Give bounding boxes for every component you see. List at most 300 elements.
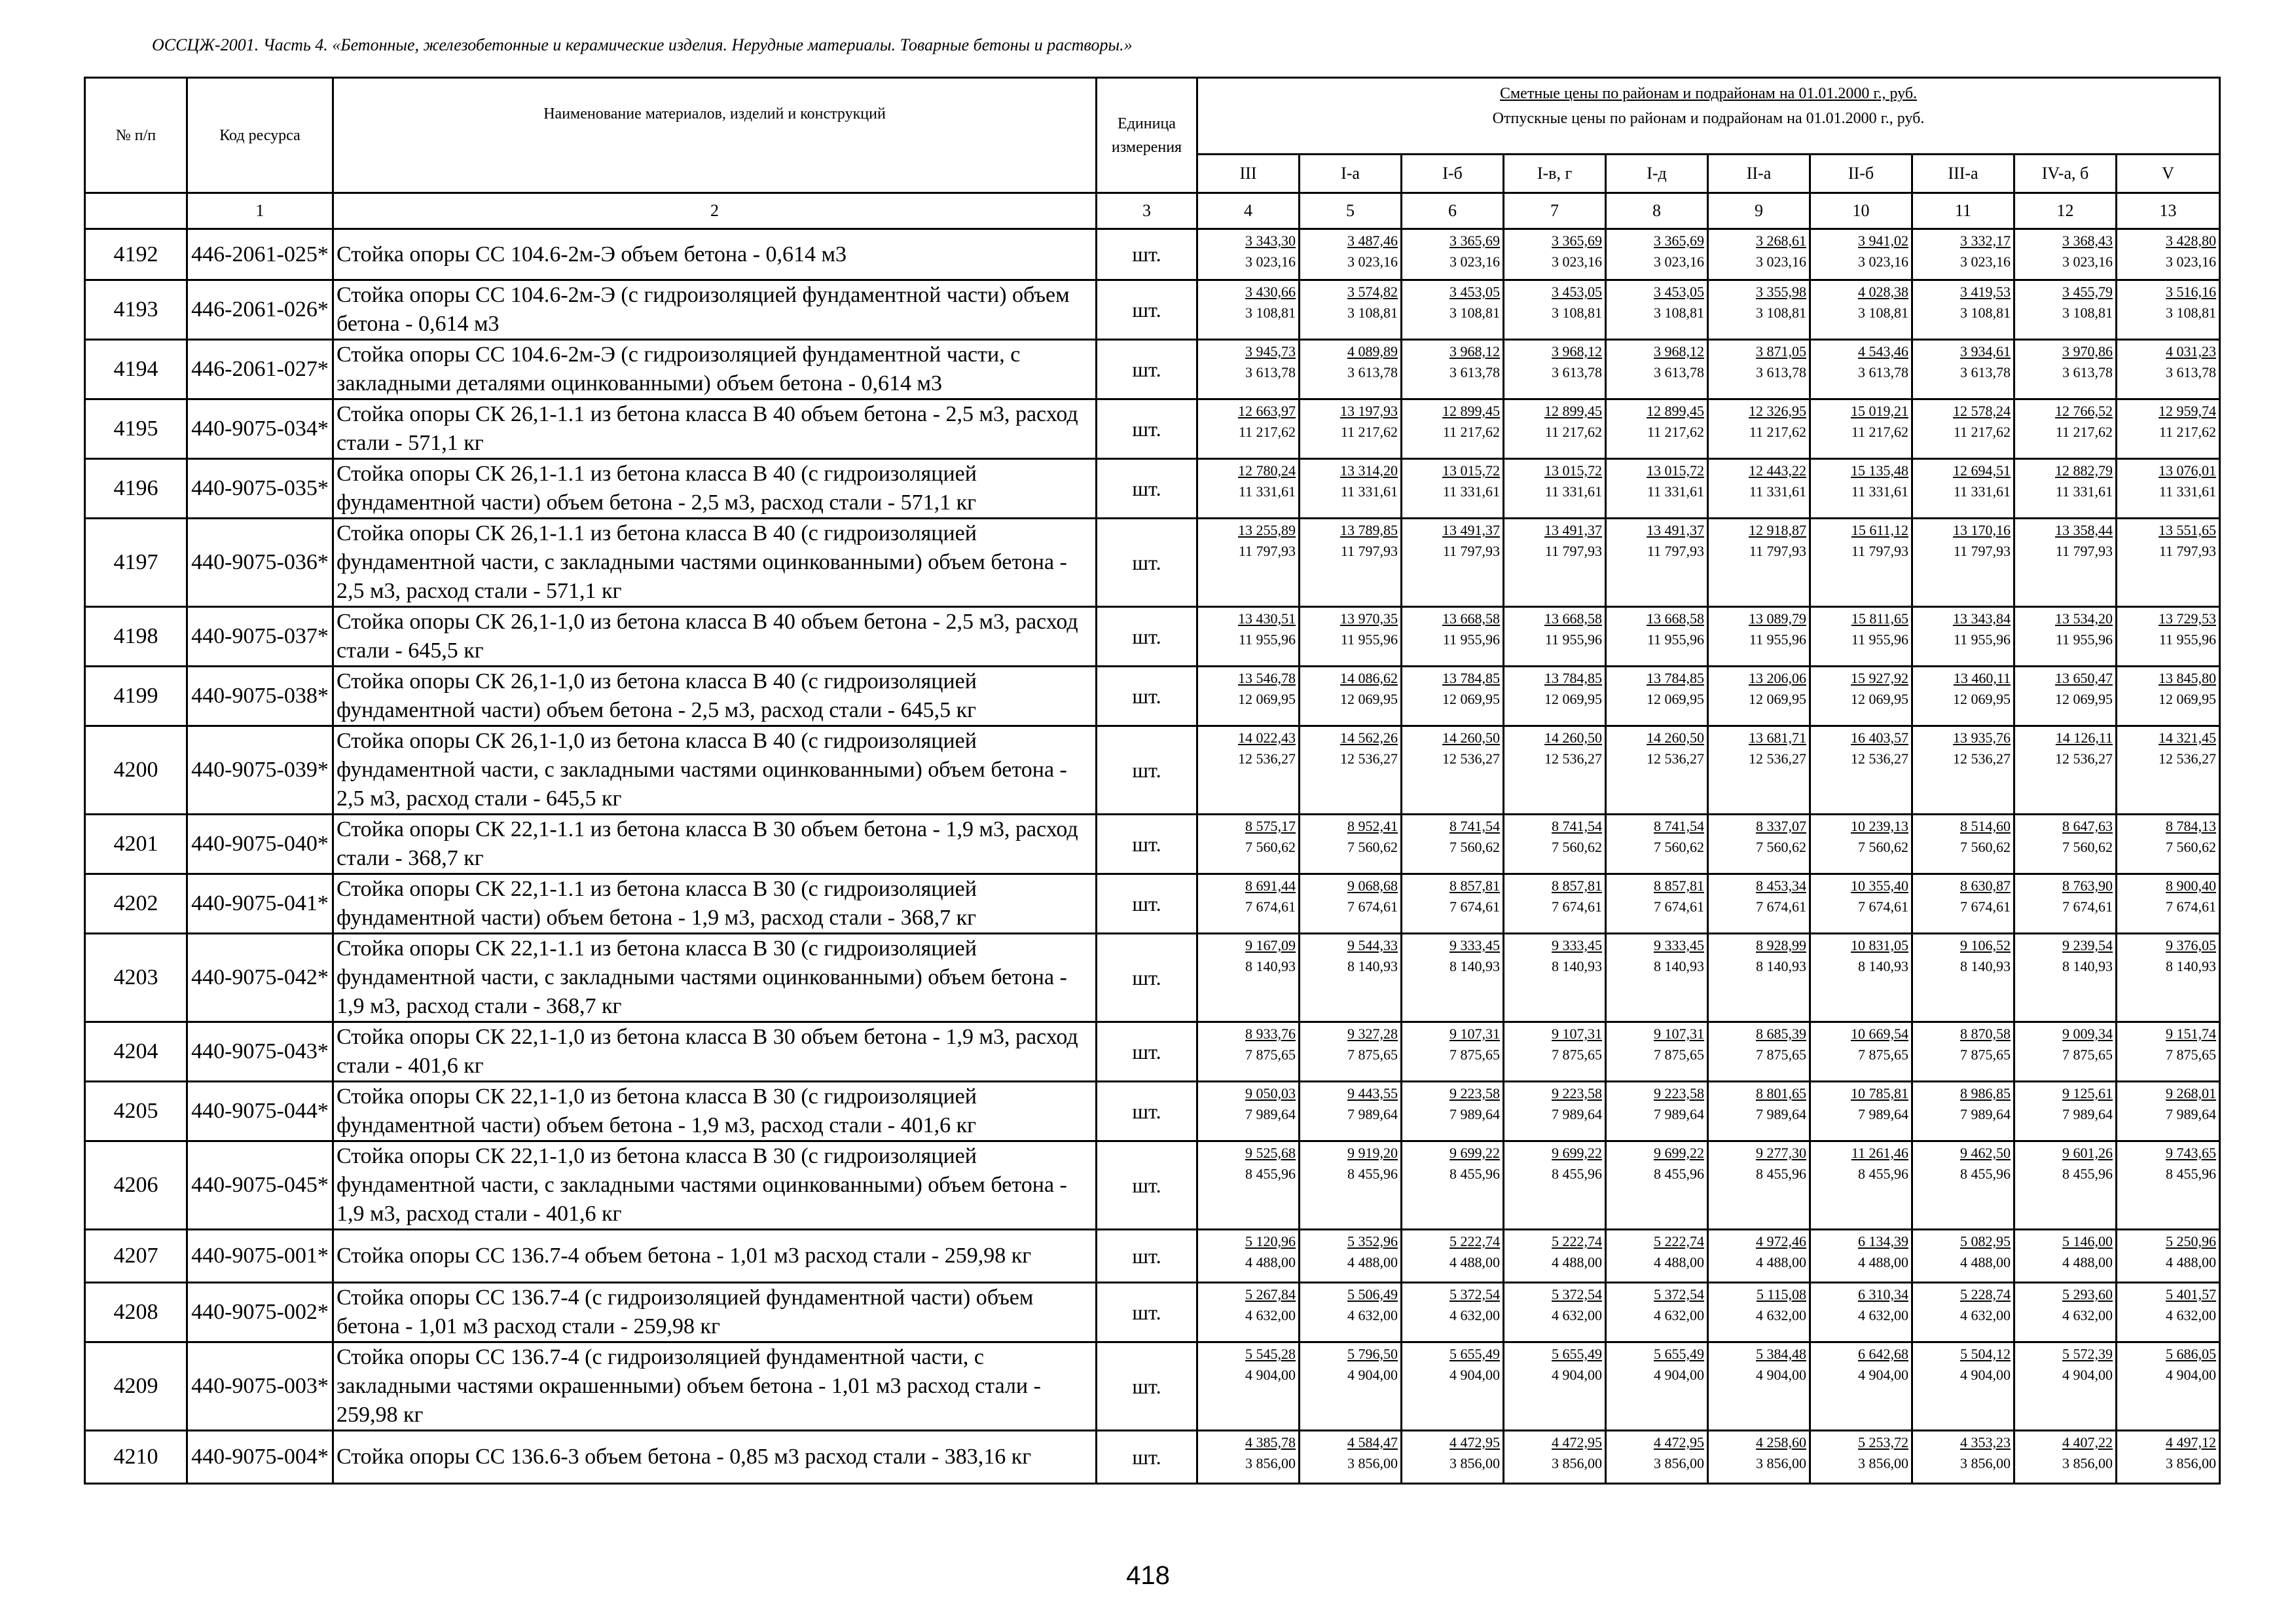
price-cell <box>1402 1283 1504 1342</box>
price-cell <box>1708 1082 1810 1141</box>
column-number: 9 <box>1708 193 1810 229</box>
release-price: 8 140,93 <box>2166 958 2217 974</box>
price-cell <box>1606 1431 1708 1484</box>
price-cell <box>1606 874 1708 934</box>
price-cell <box>2117 726 2220 815</box>
price-cell <box>1504 934 1606 1022</box>
estimate-price: 13 015,72 <box>1544 462 1602 479</box>
price-cell <box>2014 519 2117 607</box>
estimate-price: 15 927,92 <box>1851 670 1908 686</box>
release-price: 3 023,16 <box>1654 253 1704 270</box>
release-price: 11 217,62 <box>1544 424 1602 440</box>
release-price: 8 140,93 <box>1552 958 1602 974</box>
resource-code: 440-9075-001* <box>187 1230 333 1283</box>
release-price: 11 331,61 <box>1442 483 1500 500</box>
estimate-price: 5 545,28 <box>1245 1346 1296 1362</box>
estimate-price: 4 031,23 <box>2166 343 2217 360</box>
release-price: 4 488,00 <box>1347 1254 1398 1270</box>
release-price: 12 536,27 <box>1442 750 1500 767</box>
estimate-price: 9 333,45 <box>1449 937 1500 953</box>
table-row <box>85 1283 2220 1342</box>
table-row <box>85 874 2220 934</box>
price-cell <box>1504 667 1606 726</box>
estimate-price: 12 780,24 <box>1238 462 1296 479</box>
price-cell <box>2117 280 2220 340</box>
price-cell <box>1402 934 1504 1022</box>
release-price: 4 488,00 <box>1960 1254 2011 1270</box>
estimate-price: 15 811,65 <box>1851 610 1908 627</box>
row-number: 4204 <box>85 1022 187 1082</box>
estimate-price: 3 365,69 <box>1654 232 1704 249</box>
estimate-price: 4 472,95 <box>1552 1434 1602 1450</box>
price-cell <box>1197 280 1300 340</box>
estimate-price: 3 970,86 <box>2062 343 2113 360</box>
estimate-price: 5 228,74 <box>1960 1286 2011 1302</box>
estimate-price: 15 135,48 <box>1851 462 1908 479</box>
column-number: 8 <box>1606 193 1708 229</box>
price-cell <box>1810 519 1912 607</box>
price-cell <box>1300 280 1402 340</box>
price-cell <box>1810 1283 1912 1342</box>
release-price: 4 632,00 <box>1654 1307 1704 1323</box>
release-price: 11 331,61 <box>1238 483 1296 500</box>
price-cell <box>1912 1431 2014 1484</box>
estimate-price: 3 368,43 <box>2062 232 2113 249</box>
price-cell <box>1708 519 1810 607</box>
estimate-price: 9 106,52 <box>1960 937 2011 953</box>
price-cell <box>2117 1283 2220 1342</box>
estimate-price: 3 343,30 <box>1245 232 1296 249</box>
unit-of-measure: шт. <box>1097 229 1197 280</box>
estimate-price: 8 857,81 <box>1449 877 1500 894</box>
estimate-price: 4 584,47 <box>1347 1434 1398 1450</box>
release-price: 12 069,95 <box>1647 691 1704 707</box>
price-cell <box>1197 667 1300 726</box>
price-cell <box>1300 874 1402 934</box>
estimate-price: 8 630,87 <box>1960 877 2011 894</box>
estimate-price: 8 575,17 <box>1245 818 1296 834</box>
release-price: 11 955,96 <box>1851 631 1908 648</box>
price-cell <box>2117 459 2220 519</box>
price-cell <box>1708 1431 1810 1484</box>
release-price: 11 797,93 <box>1340 543 1398 559</box>
release-price: 3 108,81 <box>1960 304 2011 321</box>
price-cell <box>1606 1141 1708 1230</box>
estimate-price: 13 935,76 <box>1953 729 2011 746</box>
estimate-price: 13 314,20 <box>1340 462 1398 479</box>
price-cell <box>1300 340 1402 399</box>
release-price: 4 488,00 <box>1756 1254 1806 1270</box>
release-price: 12 069,95 <box>1953 691 2011 707</box>
estimate-price: 3 574,82 <box>1347 284 1398 300</box>
release-price: 12 069,95 <box>1851 691 1908 707</box>
release-price: 7 674,61 <box>2062 898 2113 915</box>
resource-code: 446-2061-027* <box>187 340 333 399</box>
release-price: 11 955,96 <box>1238 631 1296 648</box>
price-cell <box>2014 340 2117 399</box>
price-cell <box>1912 229 2014 280</box>
estimate-price: 15 611,12 <box>1851 522 1908 538</box>
estimate-price: 9 443,55 <box>1347 1085 1398 1101</box>
release-price: 7 875,65 <box>1449 1046 1500 1063</box>
price-cell <box>2117 1022 2220 1082</box>
release-price: 3 856,00 <box>1858 1455 1908 1471</box>
price-cell <box>1197 1141 1300 1230</box>
price-cell <box>1810 1230 1912 1283</box>
table-row <box>85 459 2220 519</box>
estimate-price: 8 685,39 <box>1756 1025 1806 1042</box>
release-price: 4 632,00 <box>2062 1307 2113 1323</box>
price-cell <box>1606 1082 1708 1141</box>
estimate-price: 14 260,50 <box>1544 729 1602 746</box>
release-price: 7 674,61 <box>2166 898 2217 915</box>
price-cell <box>2117 1431 2220 1484</box>
release-price: 3 108,81 <box>1654 304 1704 321</box>
row-number: 4192 <box>85 229 187 280</box>
estimate-price: 13 845,80 <box>2159 670 2217 686</box>
price-cell <box>1504 1022 1606 1082</box>
price-cell <box>1504 815 1606 874</box>
estimate-price: 4 472,95 <box>1449 1434 1500 1450</box>
resource-code: 446-2061-026* <box>187 280 333 340</box>
release-price: 7 560,62 <box>1960 839 2011 855</box>
estimate-price: 13 650,47 <box>2055 670 2113 686</box>
material-name: Стойка опоры СК 22,1-1.1 из бетона класса В 30 (с гидроизоляцией фундаментной части, с закладными частями оцинкованными) объем бетона - 1,9 м3, расход стали - 368,7 кг <box>333 934 1097 1022</box>
estimate-price: 12 899,45 <box>1544 403 1602 419</box>
release-price: 11 217,62 <box>1238 424 1296 440</box>
estimate-price: 5 293,60 <box>2062 1286 2113 1302</box>
region-header: I-а <box>1300 155 1402 193</box>
row-number: 4200 <box>85 726 187 815</box>
estimate-price: 14 086,62 <box>1340 670 1398 686</box>
estimate-price: 13 076,01 <box>2159 462 2217 479</box>
release-price: 3 023,16 <box>1552 253 1602 270</box>
table-row <box>85 1082 2220 1141</box>
estimate-price: 12 882,79 <box>2055 462 2113 479</box>
release-price: 7 875,65 <box>1960 1046 2011 1063</box>
estimate-price: 13 668,58 <box>1647 610 1704 627</box>
release-price: 7 674,61 <box>1654 898 1704 915</box>
release-price: 4 904,00 <box>1756 1367 1806 1383</box>
release-price: 4 488,00 <box>2166 1254 2217 1270</box>
release-price: 3 856,00 <box>1960 1455 2011 1471</box>
release-price: 4 632,00 <box>1552 1307 1602 1323</box>
col-header-unit: Единица измерения <box>1097 78 1197 193</box>
release-price: 7 674,61 <box>1449 898 1500 915</box>
release-price: 3 856,00 <box>2062 1455 2113 1471</box>
release-price: 11 217,62 <box>1851 424 1908 440</box>
row-number: 4209 <box>85 1342 187 1431</box>
release-price: 12 536,27 <box>1647 750 1704 767</box>
release-price: 4 632,00 <box>1245 1307 1296 1323</box>
price-cell <box>1912 1283 2014 1342</box>
estimate-price: 12 899,45 <box>1442 403 1500 419</box>
price-cell <box>2117 519 2220 607</box>
estimate-price: 12 578,24 <box>1953 403 2011 419</box>
estimate-price: 3 968,12 <box>1449 343 1500 360</box>
estimate-price: 9 050,03 <box>1245 1085 1296 1101</box>
release-price: 3 856,00 <box>2166 1455 2217 1471</box>
estimate-price: 13 534,20 <box>2055 610 2113 627</box>
region-header: II-а <box>1708 155 1810 193</box>
price-cell <box>1606 1230 1708 1283</box>
unit-of-measure: шт. <box>1097 1141 1197 1230</box>
price-cell <box>2117 667 2220 726</box>
estimate-price: 8 900,40 <box>2166 877 2217 894</box>
estimate-price: 13 206,06 <box>1749 670 1806 686</box>
unit-of-measure: шт. <box>1097 1022 1197 1082</box>
release-price: 7 674,61 <box>1756 898 1806 915</box>
row-number: 4203 <box>85 934 187 1022</box>
price-cell <box>1197 229 1300 280</box>
estimate-price: 8 801,65 <box>1756 1085 1806 1101</box>
col-header-number: № п/п <box>85 78 187 193</box>
estimate-price: 9 268,01 <box>2166 1085 2217 1101</box>
price-cell <box>1197 874 1300 934</box>
release-price: 7 989,64 <box>1449 1106 1500 1122</box>
price-cell <box>1810 1342 1912 1431</box>
estimate-price: 9 223,58 <box>1552 1085 1602 1101</box>
release-price: 7 674,61 <box>1552 898 1602 915</box>
release-price: 8 455,96 <box>1245 1166 1296 1182</box>
release-price: 3 856,00 <box>1347 1455 1398 1471</box>
table-row <box>85 519 2220 607</box>
row-number: 4210 <box>85 1431 187 1484</box>
price-cell <box>1708 726 1810 815</box>
price-cell <box>2014 1431 2117 1484</box>
price-cell <box>1708 399 1810 459</box>
release-price: 11 797,93 <box>1544 543 1602 559</box>
unit-of-measure: шт. <box>1097 1283 1197 1342</box>
release-price: 8 140,93 <box>1858 958 1908 974</box>
price-cell <box>1912 1342 2014 1431</box>
estimate-price: 8 763,90 <box>2062 877 2113 894</box>
release-price: 3 023,16 <box>2062 253 2113 270</box>
material-name: Стойка опоры СК 26,1-1,0 из бетона класса В 40 (с гидроизоляцией фундаментной части) объем бетона - 2,5 м3, расход стали - 645,5 кг <box>333 667 1097 726</box>
release-price: 7 989,64 <box>2166 1106 2217 1122</box>
row-number: 4201 <box>85 815 187 874</box>
price-cell <box>1504 1342 1606 1431</box>
material-name: Стойка опоры СС 136.6-3 объем бетона - 0,85 м3 расход стали - 383,16 кг <box>333 1431 1097 1484</box>
release-price: 7 560,62 <box>1347 839 1398 855</box>
price-cell <box>2014 1022 2117 1082</box>
release-price: 8 455,96 <box>1756 1166 1806 1182</box>
price-cell <box>2117 815 2220 874</box>
price-cell <box>1402 1082 1504 1141</box>
release-price: 11 797,93 <box>1238 543 1296 559</box>
unit-of-measure: шт. <box>1097 340 1197 399</box>
price-cell <box>2014 1230 2117 1283</box>
column-number: 5 <box>1300 193 1402 229</box>
table-row <box>85 340 2220 399</box>
price-cell <box>1402 726 1504 815</box>
price-cell <box>1708 340 1810 399</box>
estimate-price: 5 372,54 <box>1654 1286 1704 1302</box>
estimate-price: 4 407,22 <box>2062 1434 2113 1450</box>
release-price: 11 955,96 <box>2055 631 2113 648</box>
release-price: 4 632,00 <box>1449 1307 1500 1323</box>
table-row <box>85 1141 2220 1230</box>
price-cell <box>1810 934 1912 1022</box>
estimate-price: 9 167,09 <box>1245 937 1296 953</box>
price-cell <box>1810 1431 1912 1484</box>
table-row <box>85 667 2220 726</box>
material-name: Стойка опоры СС 104.6-2м-Э (с гидроизоляцией фундаментной части) объем бетона - 0,614 м3 <box>333 280 1097 340</box>
estimate-price: 13 681,71 <box>1749 729 1806 746</box>
resource-code: 440-9075-041* <box>187 874 333 934</box>
price-cell <box>1300 607 1402 667</box>
price-cell <box>1402 519 1504 607</box>
price-cell <box>1810 667 1912 726</box>
region-header: V <box>2117 155 2220 193</box>
release-price: 7 875,65 <box>1245 1046 1296 1063</box>
estimate-price: 16 403,57 <box>1851 729 1908 746</box>
estimate-price: 5 352,96 <box>1347 1233 1398 1249</box>
release-price: 3 023,16 <box>1449 253 1500 270</box>
estimate-price: 5 686,05 <box>2166 1346 2217 1362</box>
release-price: 11 217,62 <box>1442 424 1500 440</box>
estimate-price: 13 784,85 <box>1647 670 1704 686</box>
price-cell <box>1300 1141 1402 1230</box>
table-row <box>85 815 2220 874</box>
table-row <box>85 1342 2220 1431</box>
price-cell <box>1504 229 1606 280</box>
estimate-price: 9 327,28 <box>1347 1025 1398 1042</box>
price-cell <box>1402 1022 1504 1082</box>
price-cell <box>1402 1431 1504 1484</box>
unit-of-measure: шт. <box>1097 280 1197 340</box>
estimate-price: 3 365,69 <box>1552 232 1602 249</box>
price-cell <box>1708 607 1810 667</box>
unit-of-measure: шт. <box>1097 399 1197 459</box>
price-cell <box>1606 340 1708 399</box>
estimate-price: 3 941,02 <box>1858 232 1908 249</box>
release-price: 11 797,93 <box>1953 543 2011 559</box>
release-price: 4 632,00 <box>1858 1307 1908 1323</box>
estimate-price: 5 655,49 <box>1449 1346 1500 1362</box>
estimate-price: 13 197,93 <box>1340 403 1398 419</box>
estimate-price: 8 857,81 <box>1552 877 1602 894</box>
estimate-price: 6 310,34 <box>1858 1286 1908 1302</box>
estimate-price: 9 277,30 <box>1756 1145 1806 1161</box>
price-cell <box>1912 815 2014 874</box>
estimate-price: 9 107,31 <box>1449 1025 1500 1042</box>
resource-code: 440-9075-002* <box>187 1283 333 1342</box>
release-price: 8 455,96 <box>1960 1166 2011 1182</box>
price-cell <box>1402 459 1504 519</box>
estimate-price: 9 151,74 <box>2166 1025 2217 1042</box>
estimate-price: 13 784,85 <box>1544 670 1602 686</box>
price-cell <box>1810 459 1912 519</box>
price-cell <box>1606 229 1708 280</box>
release-price: 3 108,81 <box>1858 304 1908 321</box>
estimate-price: 13 546,78 <box>1238 670 1296 686</box>
estimate-price: 9 333,45 <box>1552 937 1602 953</box>
release-price: 4 488,00 <box>1449 1254 1500 1270</box>
price-cell <box>1300 934 1402 1022</box>
release-price: 11 331,61 <box>1544 483 1602 500</box>
release-price: 4 488,00 <box>1654 1254 1704 1270</box>
estimate-price: 13 491,37 <box>1442 522 1500 538</box>
estimate-price: 13 255,89 <box>1238 522 1296 538</box>
release-price: 4 904,00 <box>1654 1367 1704 1383</box>
estimate-price: 12 443,22 <box>1749 462 1806 479</box>
estimate-price: 9 223,58 <box>1654 1085 1704 1101</box>
release-price: 7 989,64 <box>1552 1106 1602 1122</box>
material-name: Стойка опоры СК 26,1-1.1 из бетона класса В 40 (с гидроизоляцией фундаментной части) объем бетона - 2,5 м3, расход стали - 571,1 кг <box>333 459 1097 519</box>
price-cell <box>1912 459 2014 519</box>
estimate-price: 5 222,74 <box>1449 1233 1500 1249</box>
price-cell <box>1606 280 1708 340</box>
estimate-price: 3 268,61 <box>1756 232 1806 249</box>
estimate-price: 3 487,46 <box>1347 232 1398 249</box>
estimate-price: 5 572,39 <box>2062 1346 2113 1362</box>
price-cell <box>1197 399 1300 459</box>
price-cell <box>1197 459 1300 519</box>
price-cell <box>1810 726 1912 815</box>
estimate-price: 6 642,68 <box>1858 1346 1908 1362</box>
release-price: 8 455,96 <box>1347 1166 1398 1182</box>
price-cell <box>2117 229 2220 280</box>
region-header: II-б <box>1810 155 1912 193</box>
release-price: 8 455,96 <box>2166 1166 2217 1182</box>
release-price: 3 023,16 <box>1245 253 1296 270</box>
estimate-price: 5 146,00 <box>2062 1233 2113 1249</box>
estimate-price: 9 107,31 <box>1552 1025 1602 1042</box>
release-price: 7 989,64 <box>2062 1106 2113 1122</box>
resource-code: 440-9075-045* <box>187 1141 333 1230</box>
release-price: 11 217,62 <box>2159 424 2217 440</box>
release-price: 4 904,00 <box>1858 1367 1908 1383</box>
release-price: 7 674,61 <box>1960 898 2011 915</box>
release-price: 3 856,00 <box>1552 1455 1602 1471</box>
price-cell <box>2117 934 2220 1022</box>
price-cell <box>1402 1342 1504 1431</box>
estimate-price: 3 455,79 <box>2062 284 2113 300</box>
estimate-price: 9 223,58 <box>1449 1085 1500 1101</box>
table-row <box>85 1230 2220 1283</box>
unit-of-measure: шт. <box>1097 459 1197 519</box>
release-price: 8 140,93 <box>1960 958 2011 974</box>
estimate-price: 4 028,38 <box>1858 284 1908 300</box>
estimate-price: 8 691,44 <box>1245 877 1296 894</box>
estimate-price: 4 353,23 <box>1960 1434 2011 1450</box>
release-price: 3 108,81 <box>1552 304 1602 321</box>
resource-code: 440-9075-043* <box>187 1022 333 1082</box>
estimate-price: 12 766,52 <box>2055 403 2113 419</box>
estimate-price: 13 729,53 <box>2159 610 2217 627</box>
price-cell <box>2014 726 2117 815</box>
release-price: 7 560,62 <box>2062 839 2113 855</box>
price-cell <box>1300 726 1402 815</box>
price-cell <box>2014 607 2117 667</box>
release-price: 7 674,61 <box>1858 898 1908 915</box>
price-cell <box>1606 934 1708 1022</box>
estimate-price: 3 516,16 <box>2166 284 2217 300</box>
material-name: Стойка опоры СК 26,1-1.1 из бетона класса В 40 объем бетона - 2,5 м3, расход стали - 571,1 кг <box>333 399 1097 459</box>
price-cell <box>1504 340 1606 399</box>
row-number: 4206 <box>85 1141 187 1230</box>
release-price: 4 904,00 <box>1245 1367 1296 1383</box>
estimate-price: 3 453,05 <box>1654 284 1704 300</box>
estimate-price: 3 419,53 <box>1960 284 2011 300</box>
price-cell <box>1300 519 1402 607</box>
release-price: 12 069,95 <box>1340 691 1398 707</box>
price-cell <box>1402 874 1504 934</box>
price-cell <box>1606 815 1708 874</box>
estimate-price: 9 699,22 <box>1552 1145 1602 1161</box>
price-cell <box>1402 1230 1504 1283</box>
